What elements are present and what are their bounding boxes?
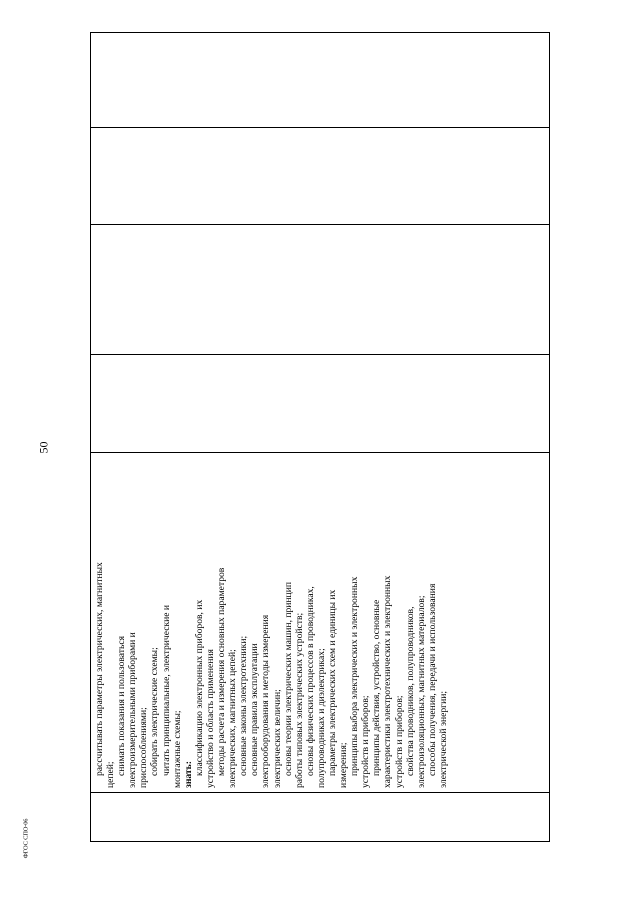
text-line: электроизмерительными приборами и [127, 632, 139, 788]
text-line: устройств и приборов; [393, 695, 405, 788]
text-line: полупроводниках и диэлектриках; [315, 648, 327, 788]
text-line: устройств и приборов; [360, 695, 372, 788]
table-cell-empty [91, 128, 550, 225]
text-line: принципы выбора электрических и электронных [349, 576, 361, 776]
footer-code: ФГОС СПО-06 [22, 818, 30, 859]
text-line: устройство и область применения [204, 649, 216, 788]
text-line: электрических, магнитных цепей; [227, 649, 239, 788]
text-line: свойства проводников, полупроводников, [404, 606, 416, 776]
text-line: цепей; [105, 761, 117, 788]
table-row [91, 33, 550, 842]
text-line: характеристики электротехнических и электронных [382, 575, 394, 788]
text-line: принципы действия, устройство, основные [371, 599, 383, 776]
text-line: работы типовых электрических устройств; [293, 612, 305, 788]
text-line: электрической энергии; [437, 690, 449, 788]
text-line: основные правила эксплуатации [249, 643, 261, 776]
text-line: электрических величин; [271, 689, 283, 788]
text-line: методы расчета и измерения основных параметров [216, 567, 228, 776]
text-line: рассчитывать параметры электрических, магнитных [94, 562, 105, 776]
table-cell-requirements [91, 453, 550, 793]
page-number: 50 [36, 441, 51, 454]
document-table-frame [90, 32, 550, 842]
competency-table [90, 32, 550, 842]
text-line: параметры электрических схем и единицы их [326, 589, 338, 776]
text-line: способы получения, передачи и использования [426, 583, 438, 776]
table-cell-empty [91, 355, 550, 453]
table-cell-empty [91, 225, 550, 355]
requirements-text [91, 453, 449, 792]
text-line: монтажные схемы; [171, 710, 183, 788]
text-line: основные законы электротехники; [238, 635, 250, 776]
section-heading: знать: [182, 761, 194, 788]
text-line: приспособлениями; [138, 707, 150, 788]
table-cell-index [91, 793, 550, 842]
text-line: электрооборудования и методы измерения [260, 614, 272, 788]
text-line: читать принципиальные, электрические и [160, 604, 172, 776]
text-line: основы физических процессов в проводниках, [304, 586, 316, 776]
text-line: собирать электрические схемы; [149, 647, 161, 776]
text-line: снимать показания и пользоваться [116, 635, 128, 776]
table-cell-empty [91, 33, 550, 128]
text-line: классификацию электронных приборов, их [193, 599, 205, 776]
text-line: основы теории электрических машин, принцип [282, 582, 294, 776]
text-line: электроизоляционных, магнитных материалов; [415, 595, 427, 788]
text-line: измерения; [338, 742, 350, 788]
